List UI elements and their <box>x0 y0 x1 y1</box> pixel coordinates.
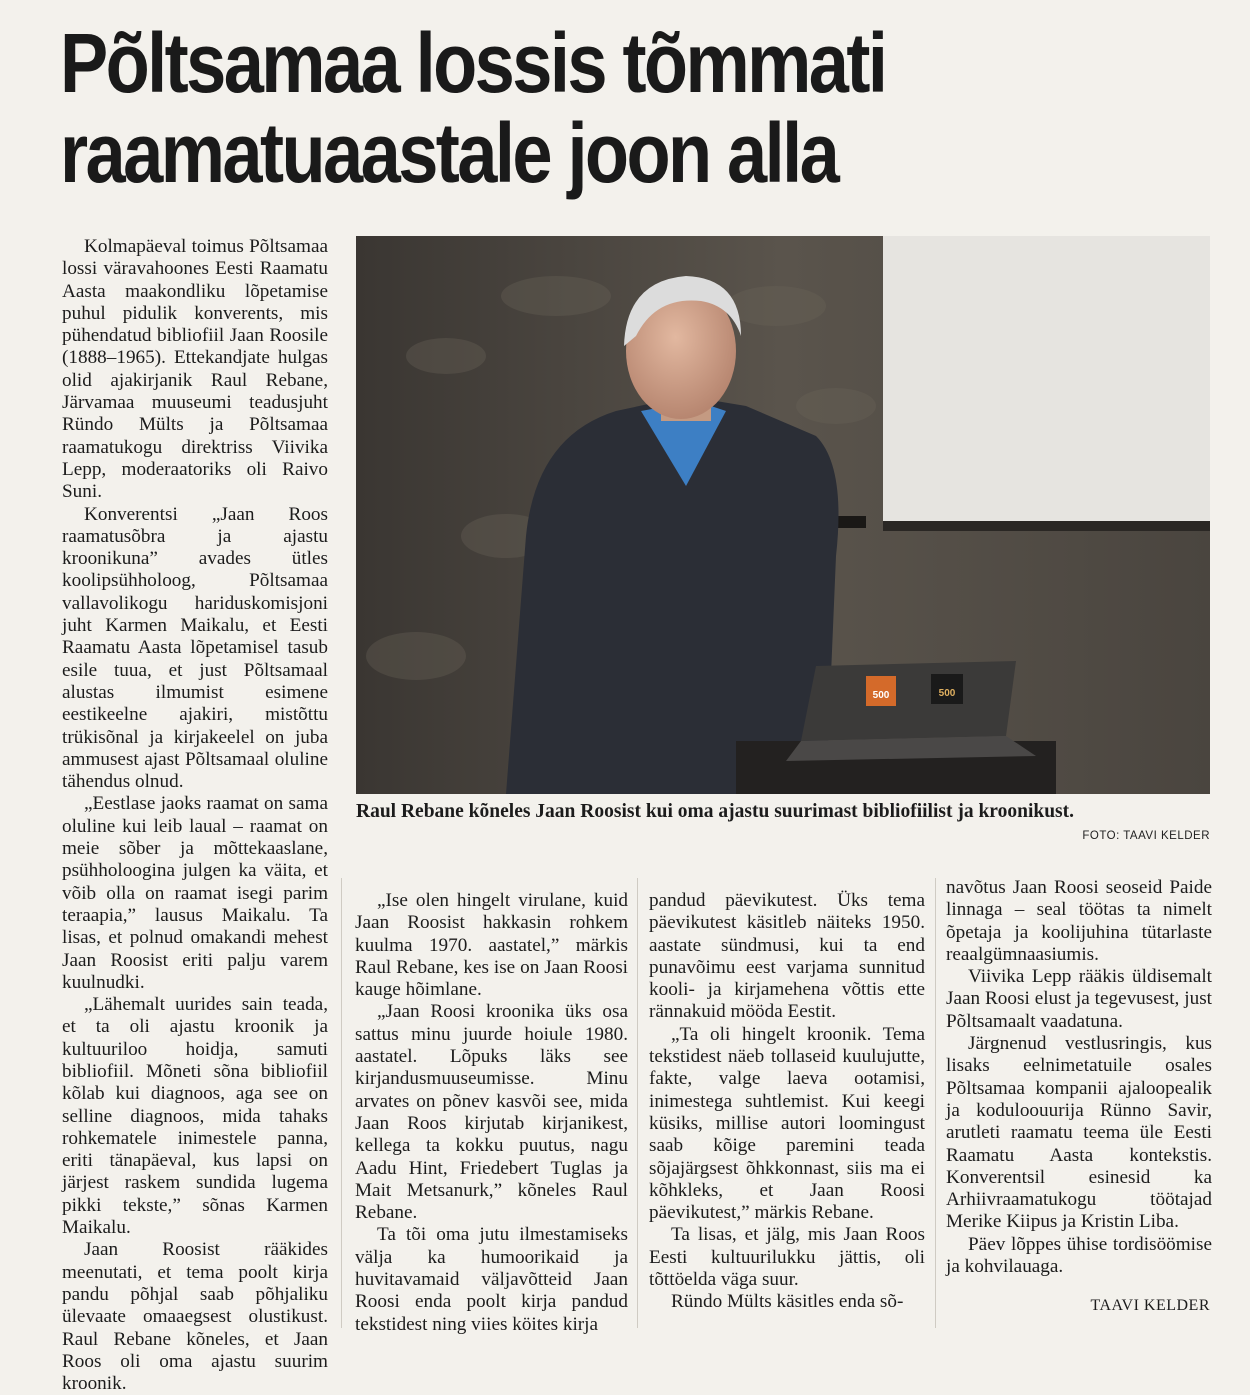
paragraph: „Lähemalt uurides sain teada, et ta oli ajastu kroonik ja kultuuriloo hoidja, samuti bibliofiil. Mõneti sõna bibliofiil kõlab kui diagnoos, aga see on selline diagnoos, mida tahaks rohkematele inimestele panna, eriti tänapäeval, kus lapsi on järjest raskem sundida lugema pikki tekste,” sõnas Karmen Maikalu. <box>62 994 328 1239</box>
paragraph: „Ise olen hingelt virulane, kuid Jaan Roosist hakkasin rohkem kuulma 1970. aastatel,” märkis Raul Rebane, kes ise on Jaan Roosi kauge hõimlane. <box>355 890 628 1001</box>
paragraph: Järgnenud vestlusringis, kus lisaks eelnimetatuile osales Põltsamaa kompanii ajaloopealik ja koduloouurija Rünno Savir, arutleti raamatu teema üle Eesti Raamatu Aasta kontekstis. Konverentsil esinesid ka Arhiivraamatukogu töötajad Merike Kiipus ja Kristin Liba. <box>946 1033 1212 1233</box>
headline-line-2: raamatuaastale joon alla <box>60 106 838 200</box>
paragraph: „Ta oli hingelt kroonik. Tema tekstidest näeb tollaseid kuulujutte, fakte, valge laeva ootamisi, inimestega suhtlemist. Kui keegi küsiks, millise autori loomingust saab kõige paremini teada sõjajärgsest õhkkonnast, siis ma ei kõhkleks, et Jaan Roosi päevikutest,” märkis Rebane. <box>649 1023 925 1224</box>
paragraph: „Eestlase jaoks raamat on sama oluline kui leib laual – raamat on meie sõber ja mõttekaaslane, psühholoogina julgen ka väita, et võib olla on raamat isegi parim teraapia,” lausus Maikalu. Ta lisas, et polnud omakandi mehest Jaan Roosist eriti palju varem kuulnudki. <box>62 793 328 993</box>
column-divider <box>637 878 638 1328</box>
paragraph: Jaan Roosist rääkides meenutati, et tema poolt kirja pandu põhjal saab põhjaliku ülevaate omaaegsest olustikust. Raul Rebane kõneles, et Jaan Roos oli oma ajastu suurim kroonik. <box>62 1239 328 1395</box>
laptop-sticker-text-1: 500 <box>872 690 890 701</box>
headline-line-1: Põltsamaa lossis tõmmati <box>60 16 886 110</box>
paragraph: Viivika Lepp rääkis üldisemalt Jaan Roosi elust ja tegevusest, just Põltsamaalt vaadatuna. <box>946 966 1212 1032</box>
paragraph: Ta tõi oma jutu ilmestamiseks välja ka humoorikaid ja huvitavamaid väljavõtteid Jaan Roosi enda poolt kirja pandud tekstidest ning viies köites kirja <box>355 1224 628 1335</box>
paragraph: „Jaan Roosi kroonika üks osa sattus minu juurde hoiule 1980. aastatel. Lõpuks läks see kirjandusmuuseumisse. Minu arvates on põnev kasvõi see, mida Jaan Roos kirjutab kirjanikest, kellega ta kokku puutus, nagu Aadu Hint, Friedebert Tuglas ja Mait Metsanurk,” kõneles Raul Rebane. <box>355 1001 628 1224</box>
author-byline: TAAVI KELDER <box>1090 1297 1210 1314</box>
paragraph: navõtus Jaan Roosi seoseid Paide linnaga – seal töötas ta nimelt õpetaja ja koolijuhina tütarlaste reaalgümnaasiumis. <box>946 877 1212 965</box>
photo-credit: FOTO: TAAVI KELDER <box>1082 830 1210 842</box>
column-4 <box>946 877 1212 1278</box>
headline <box>60 18 989 198</box>
projection-screen <box>883 236 1210 528</box>
column-divider <box>341 878 342 1328</box>
projector <box>836 516 866 528</box>
paragraph: Konverentsi „Jaan Roos raamatusõbra ja ajastu kroonikuna” avades ütles koolipsühholoog, Põltsamaa vallavolikogu hariduskomisjoni juht Karmen Maikalu, et Eesti Raamatu Aasta lõpetamisel tasub esile tuua, et just Põltsamaal alustas ilmumist esimene eestikeelne ajakiri, mistõttu trükisõnal ja kirjakeelel on juba ammusest ajast Põltsamaal oluline tähendus olnud. <box>62 503 328 793</box>
column-divider <box>935 878 936 1328</box>
paragraph: pandud päevikutest. Üks tema päevikutest käsitleb näiteks 1950. aastate sündmusi, kui ta end punavõimu eest varjama sunnitud kooli- ja kirjamehena võttis ette rännakuid mööda Eestit. <box>649 890 925 1023</box>
photo-caption: Raul Rebane kõneles Jaan Roosist kui oma ajastu suurimast bibliofiilist ja kroonikust. <box>356 801 1075 822</box>
speaker-photo-illustration <box>356 236 1210 794</box>
paragraph: Päev lõppes ühise tordisöömise ja kohvilauaga. <box>946 1233 1212 1278</box>
article-photo <box>356 236 1210 794</box>
laptop-sticker-text-2: 500 <box>938 688 956 699</box>
laptop <box>801 661 1016 741</box>
paragraph: Ta lisas, et jälg, mis Jaan Roos Eesti kultuurilukku jättis, oli tõttöelda väga suur. <box>649 1224 925 1291</box>
paragraph: Ründo Mülts käsitles enda sõ- <box>671 1291 904 1313</box>
column-2 <box>355 890 628 1336</box>
paragraph: Kolmapäeval toimus Põltsamaa lossi väravahoones Eesti Raamatu Aasta maakondliku lõpetamise puhul pidulik konverents, mis pühendatud bibliofiil Jaan Roosile (1888–1965). Ettekandjate hulgas olid ajakirjanik Raul Rebane, Järvamaa muuseumi teadusjuht Ründo Mülts ja Põltsamaa raamatukogu direktriss Viivika Lepp, moderaatoriks oli Raivo Suni. <box>62 236 328 503</box>
column-3 <box>649 890 925 1314</box>
column-1 <box>62 236 328 1395</box>
